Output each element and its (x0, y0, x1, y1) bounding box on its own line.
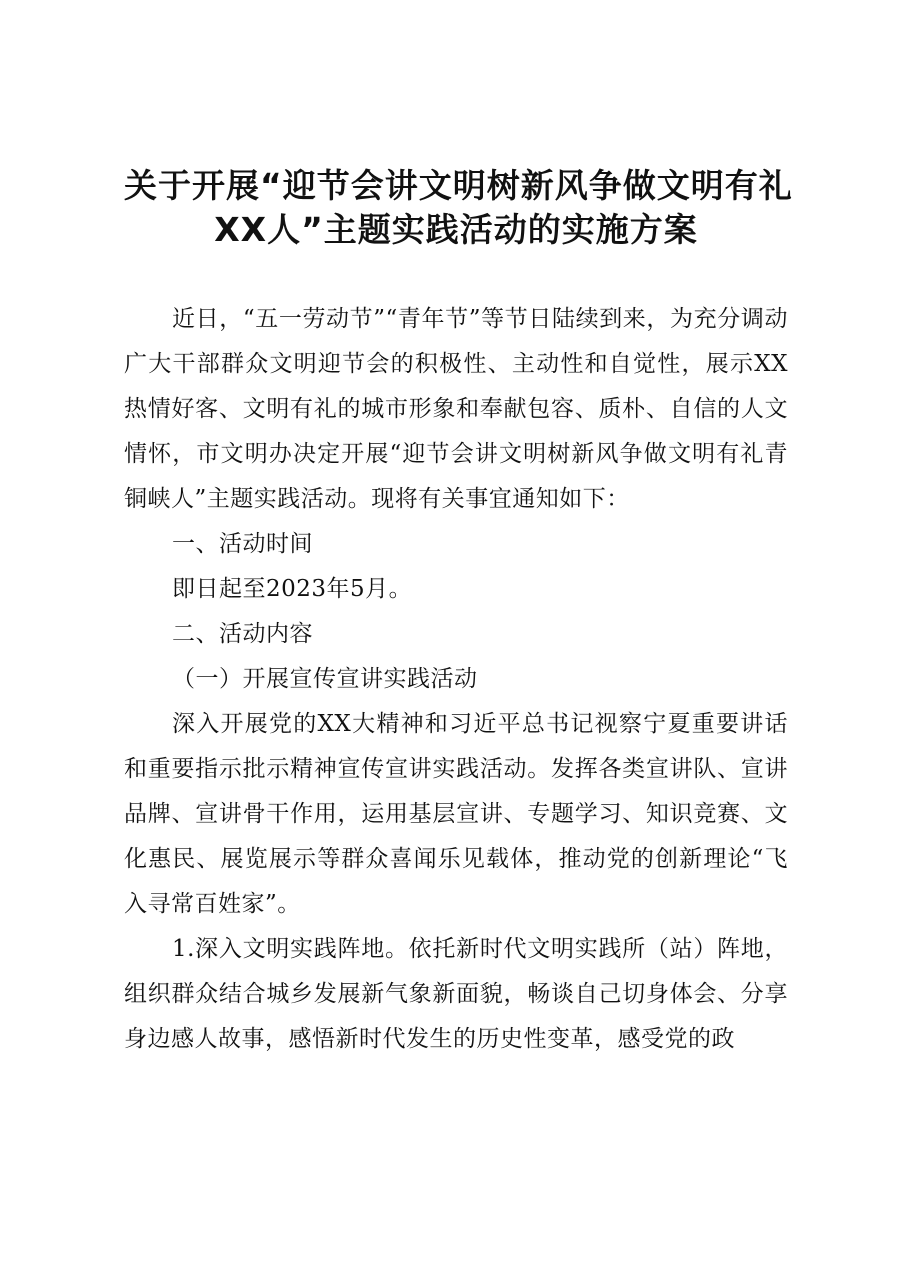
subsection-heading-propaganda: （一）开展宣传宣讲实践活动 (172, 666, 478, 692)
propaganda-paragraph: 深入开展党的XX大精神和习近平总书记视察宁夏重要讲话和重要指示批示精神宣传宣讲实践活动。发挥各类宣讲队、宣讲品牌、宣讲骨干作用，运用基层宣讲、专题学习、知识竞赛、文化惠民、展览展示等群众喜闻乐见载体，推动党的创新理论“飞入寻常百姓家”。 (124, 711, 788, 917)
activity-time-paragraph: 即日起至2023年5月。 (172, 576, 413, 602)
document-body (124, 297, 788, 1062)
document-title-line-2: XX人”主题实践活动的实施方案 (214, 210, 698, 249)
intro-paragraph: 近日，“五一劳动节”“青年节”等节日陆续到来，为充分调动广大干部群众文明迎节会的积极性、主动性和自觉性，展示XX热情好客、文明有礼的城市形象和奉献包容、质朴、自信的人文情怀，市文明办决定开展“迎节会讲文明树新风争做文明有礼青铜峡人”主题实践活动。现将有关事宜通知如下： (124, 306, 788, 512)
document-title-line-1: 关于开展“迎节会讲文明树新风争做文明有礼 (124, 166, 793, 205)
section-heading-activity-content: 二、活动内容 (172, 621, 313, 647)
item-1-paragraph: 1.深入文明实践阵地。依托新时代文明实践所（站）阵地，组织群众结合城乡发展新气象新面貌，畅谈自己切身体会、分享身边感人故事，感悟新时代发生的历史性变革，感受党的政 (124, 936, 788, 1052)
section-heading-activity-time: 一、活动时间 (172, 531, 313, 557)
